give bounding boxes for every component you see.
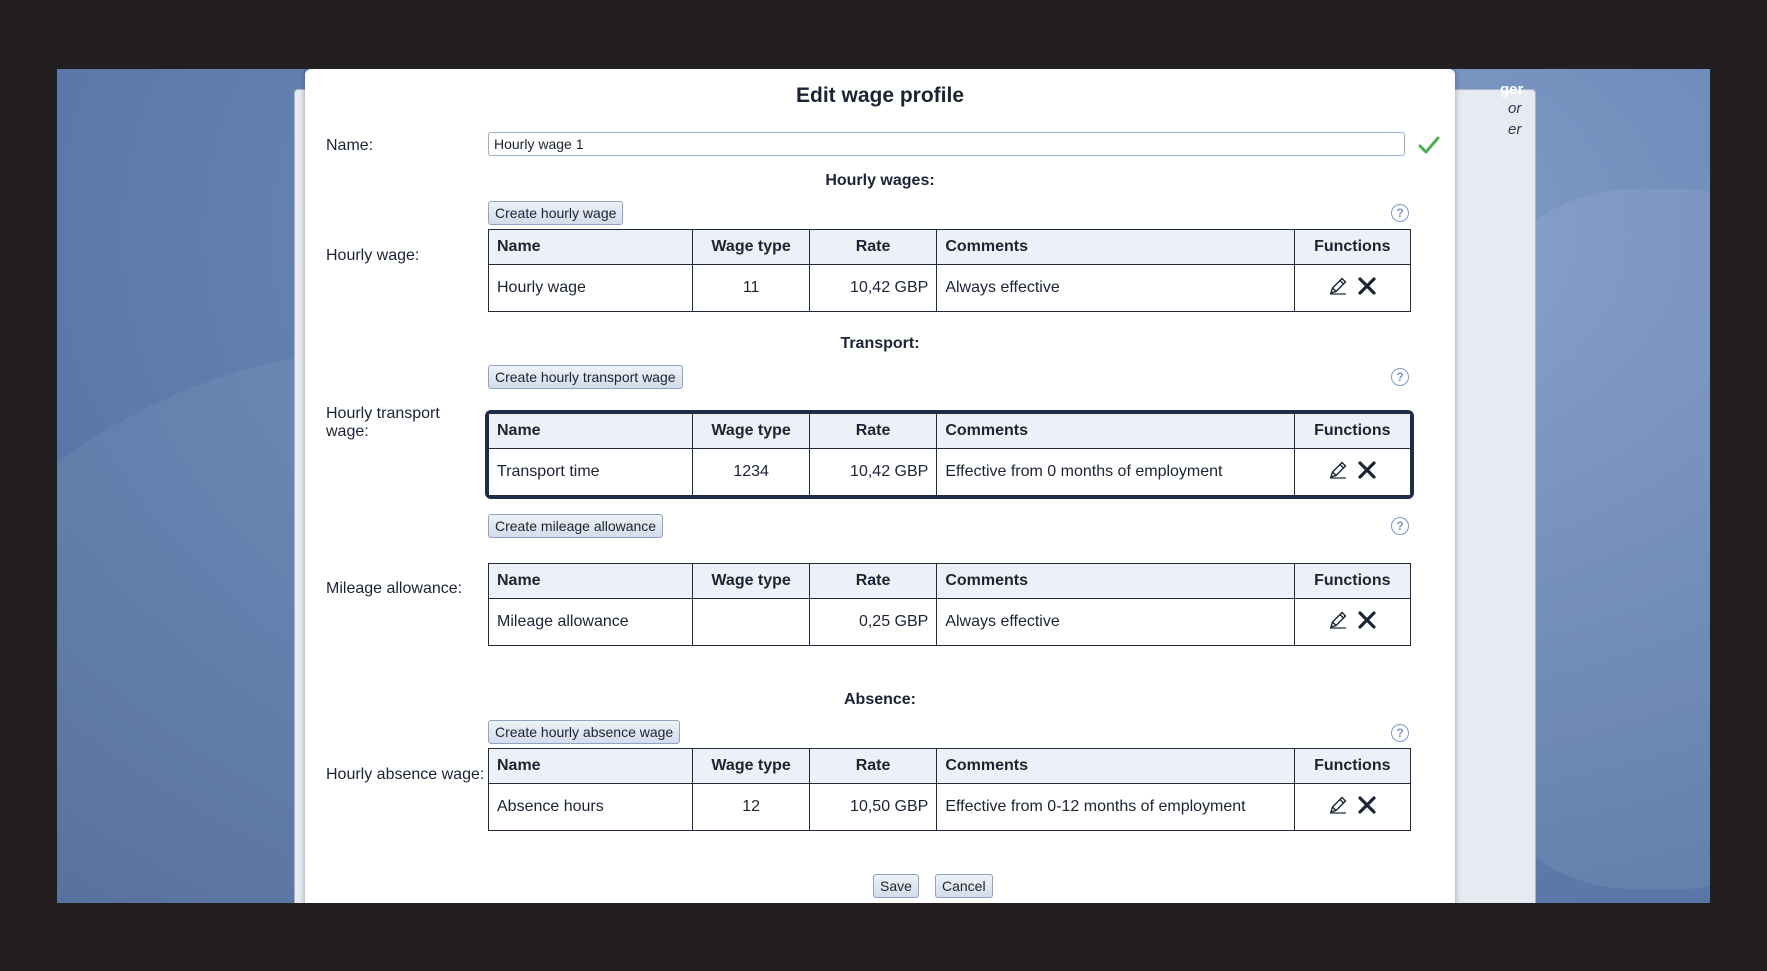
hourly-absence-wage-table	[488, 748, 1411, 831]
absence-heading: Absence:	[843, 691, 917, 708]
delete-x-icon[interactable]	[1358, 611, 1376, 629]
mileage-allowance-label: Mileage allowance:	[326, 580, 463, 597]
save-button[interactable]: Save	[873, 874, 919, 898]
edit-pencil-icon[interactable]	[1328, 795, 1348, 815]
cell-rate: 10,42 GBP	[809, 265, 937, 312]
column-header: Rate	[809, 564, 937, 599]
cell-functions	[1294, 599, 1410, 646]
cell-wage-type: 12	[693, 784, 809, 831]
help-icon[interactable]: ?	[1391, 204, 1409, 222]
cell-comments: Effective from 0-12 months of employment	[937, 784, 1294, 831]
edit-pencil-icon[interactable]	[1328, 460, 1348, 480]
name-label: Name:	[326, 137, 374, 154]
create-mileage-allowance-button[interactable]: Create mileage allowance	[488, 514, 663, 538]
help-icon[interactable]: ?	[1391, 517, 1409, 535]
cell-name: Hourly wage	[489, 265, 693, 312]
help-icon[interactable]: ?	[1391, 368, 1409, 386]
hourly-absence-wage-label: Hourly absence wage:	[326, 766, 485, 783]
delete-x-icon[interactable]	[1358, 461, 1376, 479]
table-row	[489, 784, 1411, 831]
cell-functions	[1294, 449, 1410, 496]
hourly-wages-heading: Hourly wages:	[825, 172, 935, 189]
cell-wage-type	[693, 599, 809, 646]
hourly-wage-label: Hourly wage:	[326, 247, 420, 264]
delete-x-icon[interactable]	[1358, 796, 1376, 814]
table-row	[489, 265, 1411, 312]
cell-comments: Effective from 0 months of employment	[937, 449, 1294, 496]
column-header: Wage type	[693, 564, 809, 599]
cancel-button[interactable]: Cancel	[935, 874, 993, 898]
edit-pencil-icon[interactable]	[1328, 276, 1348, 296]
cell-name: Transport time	[489, 449, 693, 496]
column-header: Name	[489, 749, 693, 784]
hourly-wage-table	[488, 229, 1411, 312]
cell-name: Absence hours	[489, 784, 693, 831]
table-row	[489, 449, 1411, 496]
column-header: Rate	[809, 414, 937, 449]
create-hourly-absence-wage-button[interactable]: Create hourly absence wage	[488, 720, 680, 744]
create-hourly-transport-wage-button[interactable]: Create hourly transport wage	[488, 365, 683, 389]
name-input[interactable]	[488, 132, 1405, 156]
background-text: or	[1508, 100, 1522, 117]
delete-x-icon[interactable]	[1358, 277, 1376, 295]
check-icon	[1417, 133, 1441, 157]
cell-rate: 10,50 GBP	[809, 784, 937, 831]
hourly-transport-wage-label: Hourly transport wage:	[326, 405, 440, 440]
table-header-row	[489, 564, 1411, 599]
column-header: Functions	[1294, 564, 1410, 599]
table-row	[489, 599, 1411, 646]
cell-functions	[1294, 265, 1410, 312]
column-header: Functions	[1294, 749, 1410, 784]
edit-wage-profile-dialog	[305, 69, 1455, 903]
column-header: Comments	[937, 230, 1294, 265]
cell-rate: 0,25 GBP	[809, 599, 937, 646]
cell-comments: Always effective	[937, 599, 1294, 646]
table-header-row	[489, 749, 1411, 784]
help-icon[interactable]: ?	[1391, 724, 1409, 742]
column-header: Comments	[937, 749, 1294, 784]
column-header: Name	[489, 230, 693, 265]
column-header: Wage type	[693, 749, 809, 784]
column-header: Functions	[1294, 414, 1410, 449]
cell-name: Mileage allowance	[489, 599, 693, 646]
column-header: Name	[489, 414, 693, 449]
transport-heading: Transport:	[840, 335, 920, 352]
column-header: Rate	[809, 749, 937, 784]
column-header: Name	[489, 564, 693, 599]
edit-pencil-icon[interactable]	[1328, 610, 1348, 630]
create-hourly-wage-button[interactable]: Create hourly wage	[488, 201, 623, 225]
column-header: Wage type	[693, 414, 809, 449]
cell-wage-type: 1234	[693, 449, 809, 496]
table-header-row	[489, 414, 1411, 449]
cell-rate: 10,42 GBP	[809, 449, 937, 496]
table-header-row	[489, 230, 1411, 265]
desktop	[57, 69, 1710, 903]
column-header: Functions	[1294, 230, 1410, 265]
dialog-title: Edit wage profile	[795, 84, 965, 107]
column-header: Comments	[937, 414, 1294, 449]
background-text: er	[1508, 121, 1522, 138]
cell-functions	[1294, 784, 1410, 831]
hourly-transport-wage-table[interactable]	[488, 413, 1411, 496]
background-text: ger	[1500, 81, 1524, 98]
column-header: Rate	[809, 230, 937, 265]
column-header: Wage type	[693, 230, 809, 265]
column-header: Comments	[937, 564, 1294, 599]
mileage-allowance-table	[488, 563, 1411, 646]
cell-wage-type: 11	[693, 265, 809, 312]
cell-comments: Always effective	[937, 265, 1294, 312]
